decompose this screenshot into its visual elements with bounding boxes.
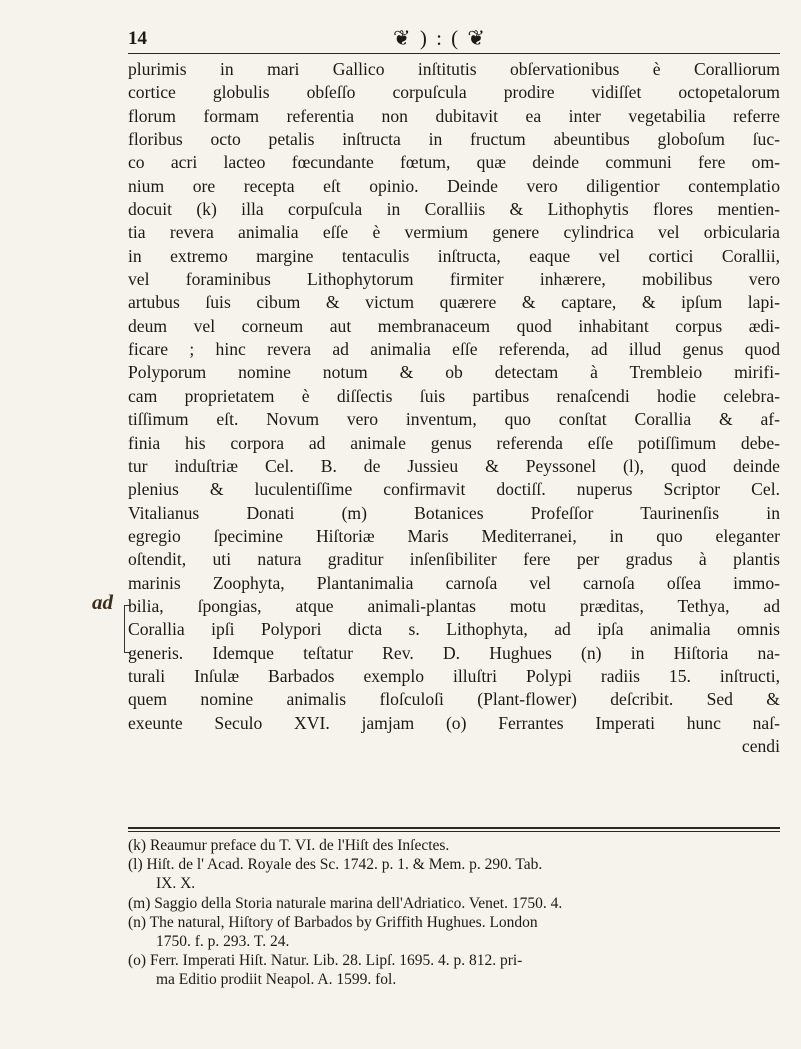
header-rule <box>128 53 780 54</box>
page-number: 14 <box>128 28 147 49</box>
text-line: generis. Idemque teſtatur Rev. D. Hughues (n) in Hiſtoria na- <box>128 642 780 663</box>
text-line: bilia, ſpongias, atque animali-plantas motu præditas, Tethya, ad <box>128 595 780 616</box>
main-text <box>128 58 780 758</box>
text-line: plenius & luculentiſſime confirmavit doctiſſ. nuperus Scriptor Cel. <box>128 479 780 500</box>
text-line: ficare ; hinc revera ad animalia eſſe referenda, ad illud genus quod <box>128 339 780 360</box>
text-line: co acri lacteo fœcundante fœtum, quæ deinde communi fere om- <box>128 152 780 173</box>
text-line: egregio ſpecimine Hiſtoriæ Maris Mediterranei, in quo eleganter <box>128 525 780 546</box>
footnote-line: (l) Hiſt. de l' Acad. Royale des Sc. 1742. p. 1. & Mem. p. 290. Tab. <box>128 856 543 874</box>
text-line: artubus ſuis cibum & victum quærere & captare, & ipſum lapi- <box>128 292 780 313</box>
running-header <box>128 24 780 54</box>
footnote-rule <box>128 827 780 829</box>
footnote-line: (m) Saggio della Storia naturale marina dell'Adriatico. Venet. 1750. 4. <box>128 894 563 912</box>
text-line: tur induſtriæ Cel. B. de Jussieu & Peyssonel (l), quod deinde <box>128 455 780 476</box>
footnote-line: (n) The natural, Hiſtory of Barbados by Griffith Hughues. London <box>128 913 538 931</box>
margin-annotation: ad <box>92 590 113 614</box>
footnote-line: (k) Reaumur preface du T. VI. de l'Hiſt des Inſectes. <box>128 837 450 854</box>
footnote-line: IX. X. <box>156 875 196 893</box>
text-line: Corallia ipſi Polypori dicta s. Lithophyta, ad ipſa animalia omnis <box>128 619 780 640</box>
footnote-line: (o) Ferr. Imperati Hiſt. Natur. Lib. 28. Lipſ. 1695. 4. p. 812. pri- <box>128 952 523 970</box>
text-line: oſtendit, uti natura graditur inſenſibiliter fere per gradus à plantis <box>128 549 780 570</box>
text-line: in extremo margine tentaculis inſtructa, eaque vel cortici Corallii, <box>128 245 780 266</box>
text-line: plurimis in mari Gallico inſtitutis obſervationibus è Coralliorum <box>128 59 780 79</box>
footnote-rule-thin <box>128 831 780 832</box>
text-line: florum formam referentia non dubitavit ea inter vegetabilia referre <box>128 105 780 126</box>
text-line: exeunte Seculo XVI. jamjam (o) Ferrantes Imperati hunc naſ- <box>128 712 780 733</box>
text-line: marinis Zoophyta, Plantanimalia carnoſa vel carnoſa oſſea immo- <box>128 572 780 593</box>
text-line: tiſſimum eſt. Novum vero inventum, quo conſtat Corallia & af- <box>128 409 780 430</box>
text-line: quem nomine animalis floſculoſi (Plant-flower) deſcribit. Sed & <box>128 689 780 710</box>
text-line: tia revera animalia eſſe è vermium genere cylindrica vel orbicularia <box>128 222 780 243</box>
text-line: nium ore recepta eſt opinio. Deinde vero diligentior contemplatio <box>128 175 780 196</box>
footnotes <box>128 836 780 990</box>
text-line: floribus octo petalis inſtructa in fructum abeuntibus globoſum ſuc- <box>128 129 780 150</box>
footnote-line: ma Editio prodiit Neapol. A. 1599. fol. <box>156 971 397 989</box>
text-line: cortice globulis obſeſſo corpuſcula prodire vidiſſet octopetalorum <box>128 82 780 103</box>
text-line: Vitalianus Donati (m) Botanices Profeſſor Taurinenſis in <box>128 502 780 523</box>
header-ornament: ❦ ) : ( ❦ <box>393 26 488 50</box>
text-line: cendi <box>741 735 780 756</box>
text-line: Polyporum nomine notum & ob detectam à Trembleio mirifi- <box>128 362 780 383</box>
footnote-line: 1750. f. p. 293. T. 24. <box>156 932 290 950</box>
text-line: cam proprietatem è diſſectis ſuis partibus renaſcendi hodie celebra- <box>128 385 780 406</box>
text-line: docuit (k) illa corpuſcula in Coralliis & Lithophytis flores mentien- <box>128 199 780 220</box>
text-line: turali Inſulæ Barbados exemplo illuſtri Polypi radiis 15. inſtructi, <box>128 665 780 686</box>
text-line: deum vel corneum aut membranaceum quod inhabitant corpus ædi- <box>128 315 780 336</box>
text-line: vel foraminibus Lithophytorum firmiter inhærere, mobilibus vero <box>128 269 780 290</box>
text-line: finia his corpora ad animale genus referenda eſſe potiſſimum debe- <box>128 432 780 453</box>
